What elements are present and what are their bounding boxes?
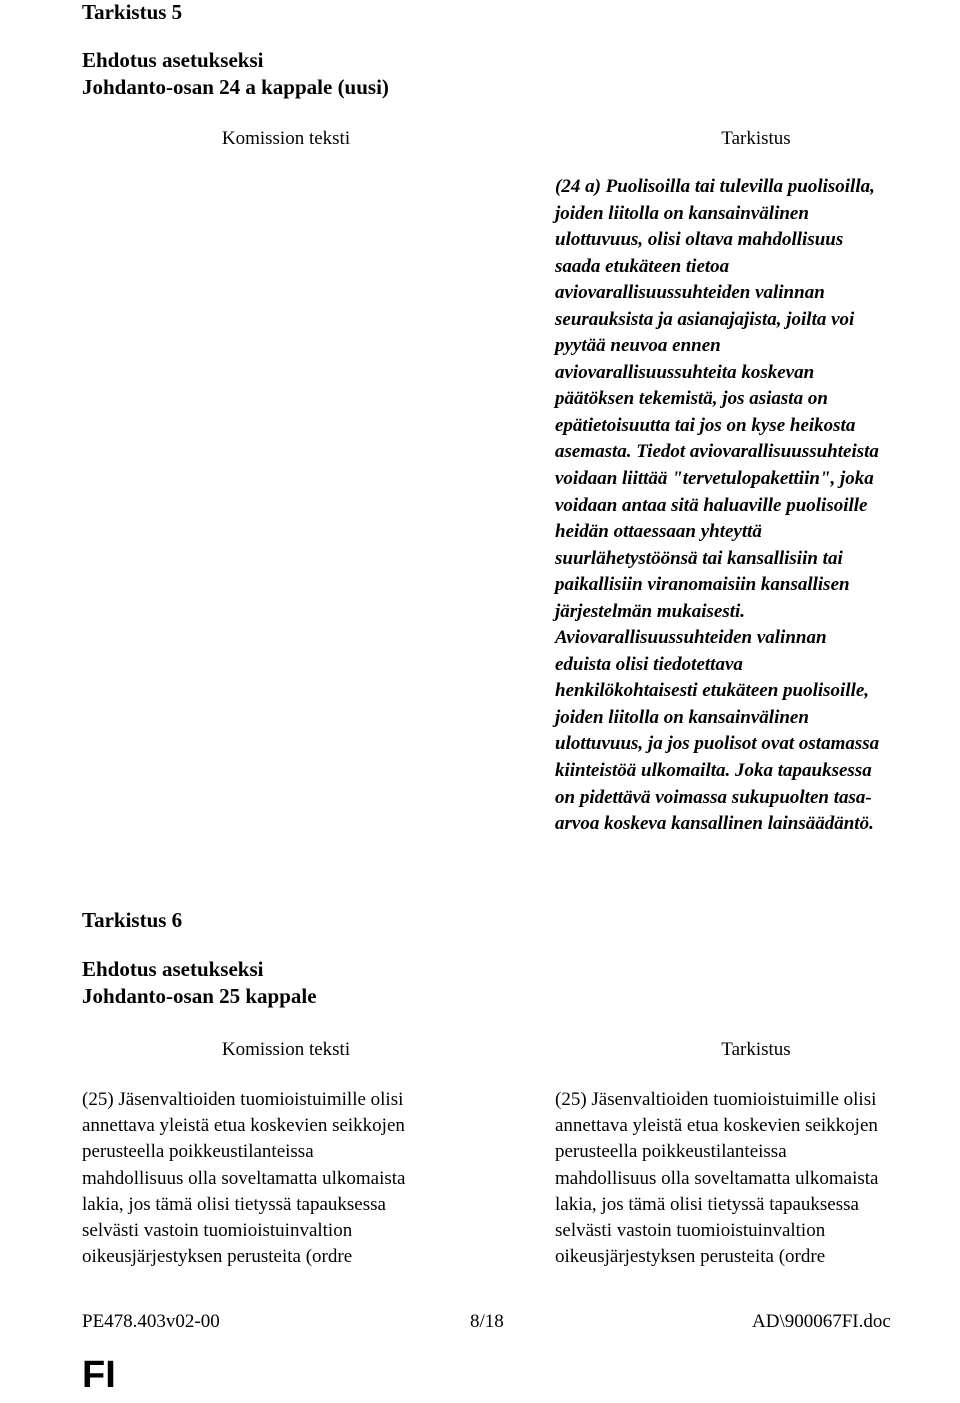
text-line: järjestelmän mukaisesti. bbox=[555, 600, 746, 622]
text-line: annettava yleistä etua koskevien seikkojen bbox=[555, 1115, 878, 1137]
text-line: annettava yleistä etua koskevien seikkojen bbox=[82, 1115, 405, 1137]
amendment-title: Tarkistus 6 bbox=[82, 908, 183, 932]
text-line: eduista olisi tiedotettava bbox=[555, 653, 743, 675]
commission-text bbox=[82, 1087, 405, 1270]
text-line: suurlähetystöönsä tai kansallisiin tai bbox=[555, 547, 843, 569]
text-line: aviovarallisuussuhteita koskevan bbox=[555, 361, 815, 383]
text-line: voidaan liittää "tervetulopakettiin", joka bbox=[555, 468, 874, 490]
text-line: ulottuvuus, olisi oltava mahdollisuus bbox=[555, 229, 844, 251]
text-line: perusteella poikkeustilanteissa bbox=[555, 1141, 787, 1163]
text-line: (25) Jäsenvaltioiden tuomioistuimille olisi bbox=[82, 1089, 404, 1110]
page-number: 8/18 bbox=[470, 1311, 504, 1332]
text-line: paikallisiin viranomaisiin kansallisen bbox=[555, 574, 850, 596]
text-line: joiden liitolla on kansainvälinen bbox=[555, 706, 809, 728]
file-name: AD\900067FI.doc bbox=[752, 1311, 891, 1332]
text-line: arvoa koskeva kansallinen lainsäädäntö. bbox=[555, 813, 874, 835]
text-line: oikeusjärjestyksen perusteita (ordre bbox=[82, 1246, 353, 1268]
text-line: lakia, jos tämä olisi tietyssä tapauksessa bbox=[82, 1193, 386, 1215]
text-line: (25) Jäsenvaltioiden tuomioistuimille olisi bbox=[555, 1089, 877, 1110]
commission-text-header: Komission teksti bbox=[221, 128, 351, 149]
text-line: lakia, jos tämä olisi tietyssä tapauksessa bbox=[555, 1193, 859, 1215]
amendment-header: Tarkistus bbox=[721, 128, 791, 149]
text-line: ulottuvuus, ja jos puolisot ovat ostamassa bbox=[555, 733, 880, 755]
text-line: kiinteistöä ulkomailta. Joka tapauksessa bbox=[555, 760, 872, 782]
text-line: selvästi vastoin tuomioistuinvaltion bbox=[82, 1219, 353, 1241]
text-line: aviovarallisuussuhteiden valinnan bbox=[555, 282, 825, 304]
text-line: henkilökohtaisesti etukäteen puolisoille, bbox=[555, 680, 870, 702]
amendment-text bbox=[555, 174, 879, 838]
text-line: saada etukäteen tietoa bbox=[555, 255, 730, 277]
reference-label: Johdanto-osan 24 a kappale (uusi) bbox=[82, 75, 389, 99]
proposal-label: Ehdotus asetukseksi bbox=[82, 957, 264, 981]
text-line: epätietoisuutta tai jos on kyse heikosta bbox=[555, 414, 856, 436]
text-line: seurauksista ja asianajajista, joilta voi bbox=[555, 308, 855, 330]
text-line: Aviovarallisuussuhteiden valinnan bbox=[555, 627, 827, 649]
document-reference: PE478.403v02-00 bbox=[82, 1311, 220, 1332]
amendment-title: Tarkistus 5 bbox=[82, 0, 183, 24]
text-line: pyytää neuvoa ennen bbox=[555, 335, 721, 357]
reference-label: Johdanto-osan 25 kappale bbox=[82, 984, 317, 1008]
text-line: mahdollisuus olla soveltamatta ulkomaista bbox=[82, 1167, 406, 1189]
proposal-label: Ehdotus asetukseksi bbox=[82, 48, 264, 72]
text-line: (24 a) Puolisoilla tai tulevilla puolisoilla, bbox=[555, 176, 875, 197]
text-line: asemasta. Tiedot aviovarallisuussuhteista bbox=[555, 441, 879, 463]
text-line: päätöksen tekemistä, jos asiasta on bbox=[555, 388, 828, 410]
text-line: voidaan antaa sitä haluaville puolisoille bbox=[555, 494, 868, 516]
text-line: on pidettävä voimassa sukupuolten tasa- bbox=[555, 786, 872, 808]
language-code: FI bbox=[82, 1354, 116, 1396]
text-line: perusteella poikkeustilanteissa bbox=[82, 1141, 314, 1163]
text-line: mahdollisuus olla soveltamatta ulkomaista bbox=[555, 1167, 879, 1189]
commission-text-header: Komission teksti bbox=[221, 1039, 351, 1060]
text-line: joiden liitolla on kansainvälinen bbox=[555, 202, 809, 224]
amendment-header: Tarkistus bbox=[721, 1039, 791, 1060]
amendment-text bbox=[555, 1087, 878, 1270]
text-line: selvästi vastoin tuomioistuinvaltion bbox=[555, 1219, 826, 1241]
text-line: oikeusjärjestyksen perusteita (ordre bbox=[555, 1246, 826, 1268]
text-line: heidän ottaessaan yhteyttä bbox=[555, 521, 762, 543]
